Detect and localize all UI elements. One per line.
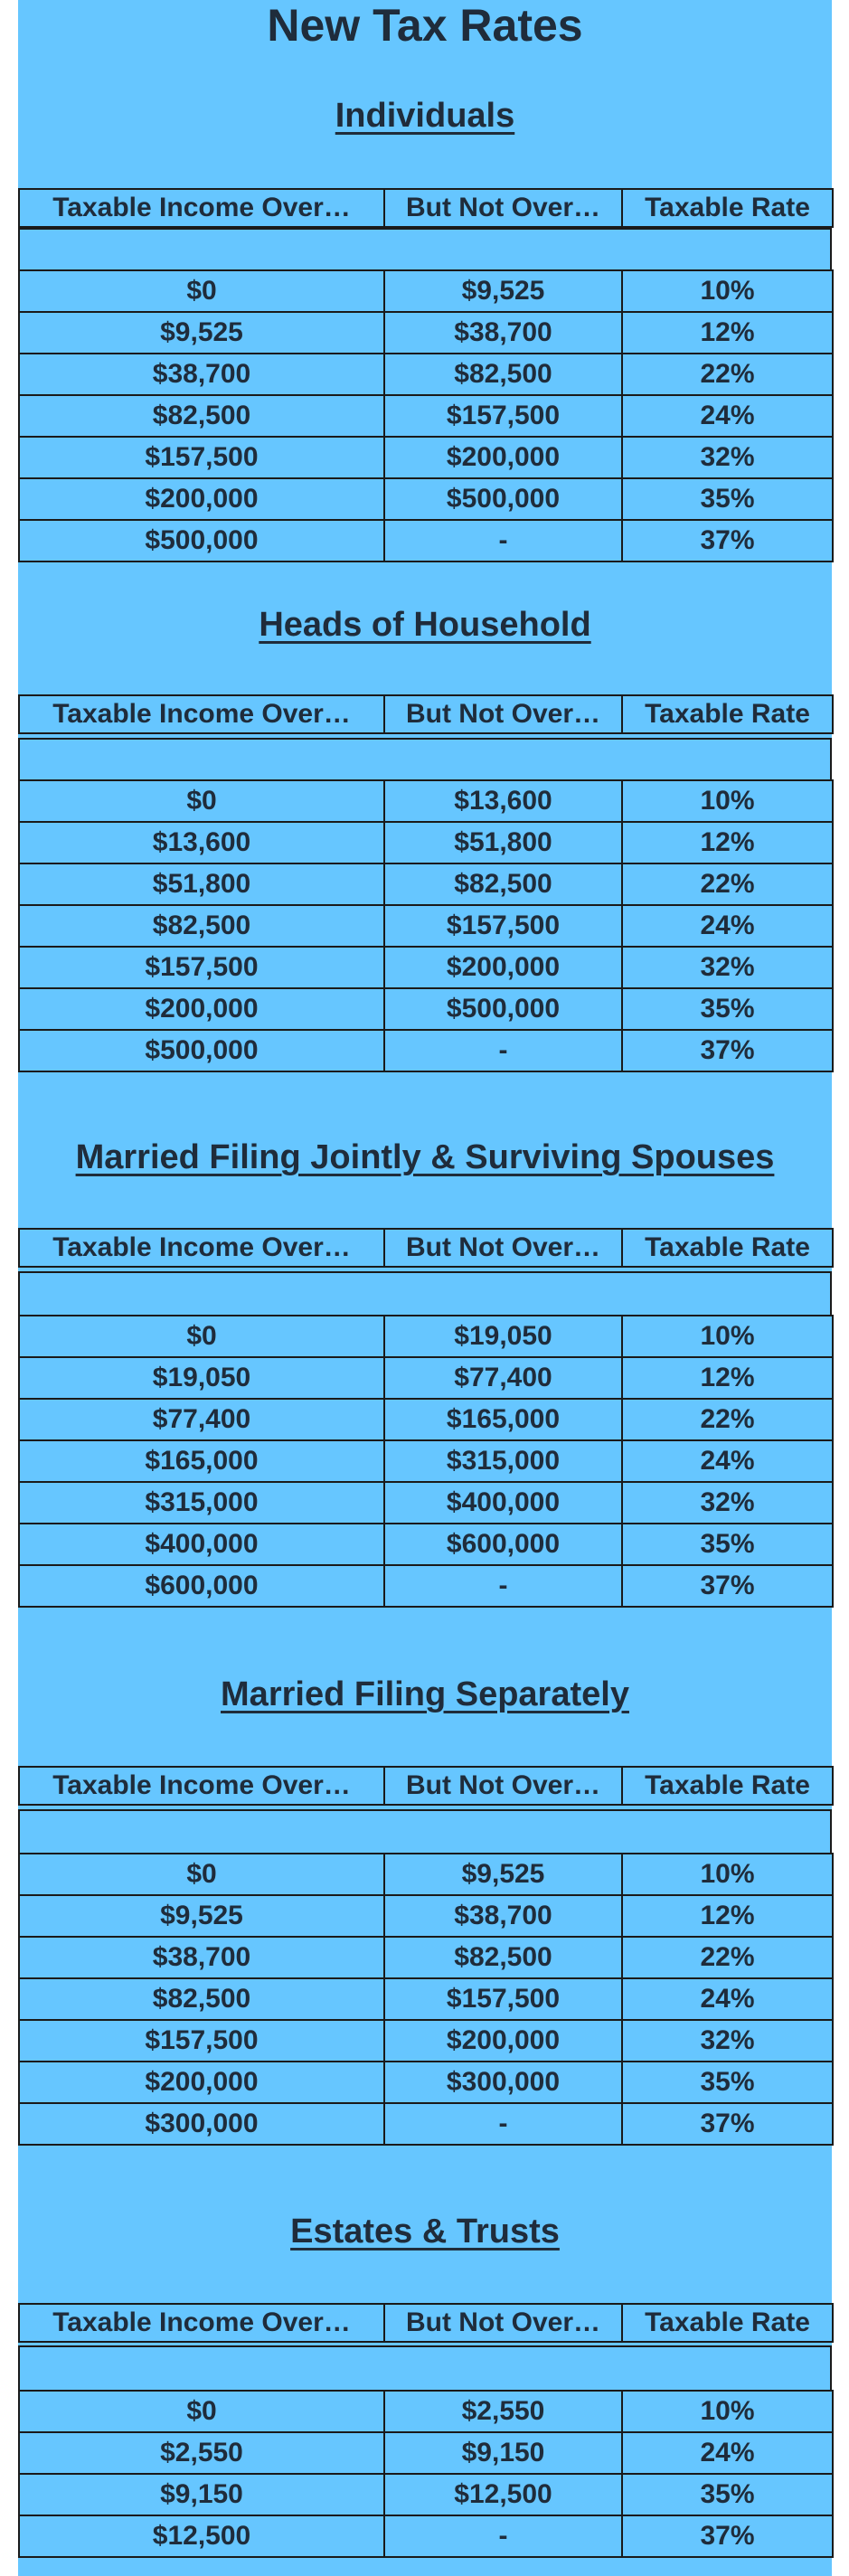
column-header: Taxable Rate	[622, 189, 833, 227]
rate-cell: 10%	[622, 1316, 833, 1357]
column-header: Taxable Rate	[622, 1229, 833, 1267]
column-header-table	[18, 694, 834, 734]
table-row	[19, 1482, 833, 1524]
income-over-cell: $165,000	[19, 1440, 384, 1482]
rate-cell: 35%	[622, 1524, 833, 1565]
income-over-cell: $0	[19, 1316, 384, 1357]
not-over-cell: -	[384, 1565, 622, 1607]
header-row	[19, 1229, 833, 1267]
rate-cell: 12%	[622, 1895, 833, 1937]
table-row	[19, 2103, 833, 2145]
table-row	[19, 988, 833, 1030]
not-over-cell: $157,500	[384, 905, 622, 947]
rate-cell: 12%	[622, 822, 833, 863]
income-over-cell: $300,000	[19, 2103, 384, 2145]
header-row	[19, 1767, 833, 1805]
section-heading: Individuals	[335, 97, 515, 135]
column-header-table	[18, 2303, 834, 2343]
not-over-cell: $82,500	[384, 1937, 622, 1978]
rate-cell: 35%	[622, 2062, 833, 2103]
not-over-cell: $9,150	[384, 2432, 622, 2474]
column-header: Taxable Income Over…	[19, 2304, 384, 2342]
rate-cell: 35%	[622, 478, 833, 520]
not-over-cell: $200,000	[384, 2020, 622, 2062]
table-row	[19, 1895, 833, 1937]
header-row	[19, 189, 833, 227]
income-over-cell: $400,000	[19, 1524, 384, 1565]
section-heading: Married Filing Jointly & Surviving Spouses	[75, 1138, 775, 1176]
table-row	[19, 1524, 833, 1565]
table-row	[19, 2432, 833, 2474]
table-row	[19, 863, 833, 905]
not-over-cell: $200,000	[384, 947, 622, 988]
column-header: Taxable Rate	[622, 695, 833, 733]
not-over-cell: $165,000	[384, 1399, 622, 1440]
not-over-cell: $19,050	[384, 1316, 622, 1357]
table-row	[19, 437, 833, 478]
not-over-cell: -	[384, 2515, 622, 2557]
table-row	[19, 270, 833, 312]
not-over-cell: $300,000	[384, 2062, 622, 2103]
header-spacer	[18, 1271, 832, 1316]
income-over-cell: $82,500	[19, 905, 384, 947]
not-over-cell: $77,400	[384, 1357, 622, 1399]
income-over-cell: $500,000	[19, 520, 384, 561]
income-over-cell: $157,500	[19, 947, 384, 988]
income-over-cell: $200,000	[19, 2062, 384, 2103]
rate-cell: 24%	[622, 1978, 833, 2020]
header-spacer	[18, 228, 832, 271]
column-header: Taxable Rate	[622, 1767, 833, 1805]
income-over-cell: $315,000	[19, 1482, 384, 1524]
income-over-cell: $200,000	[19, 478, 384, 520]
income-over-cell: $9,525	[19, 1895, 384, 1937]
rate-cell: 10%	[622, 780, 833, 822]
income-over-cell: $2,550	[19, 2432, 384, 2474]
rate-cell: 12%	[622, 1357, 833, 1399]
not-over-cell: $9,525	[384, 1854, 622, 1895]
table-row	[19, 2474, 833, 2515]
not-over-cell: $315,000	[384, 1440, 622, 1482]
table-row	[19, 1399, 833, 1440]
income-over-cell: $51,800	[19, 863, 384, 905]
not-over-cell: $500,000	[384, 988, 622, 1030]
rate-cell: 32%	[622, 437, 833, 478]
not-over-cell: -	[384, 1030, 622, 1071]
table-row	[19, 780, 833, 822]
income-over-cell: $82,500	[19, 1978, 384, 2020]
income-over-cell: $19,050	[19, 1357, 384, 1399]
not-over-cell: $9,525	[384, 270, 622, 312]
not-over-cell: $38,700	[384, 1895, 622, 1937]
rate-cell: 22%	[622, 1399, 833, 1440]
rate-cell: 24%	[622, 395, 833, 437]
income-over-cell: $38,700	[19, 354, 384, 395]
column-header: Taxable Income Over…	[19, 1767, 384, 1805]
column-header: But Not Over…	[384, 695, 622, 733]
table-row	[19, 947, 833, 988]
rate-cell: 10%	[622, 270, 833, 312]
rate-table	[18, 269, 834, 562]
income-over-cell: $0	[19, 780, 384, 822]
table-row	[19, 1937, 833, 1978]
income-over-cell: $9,150	[19, 2474, 384, 2515]
table-row	[19, 1978, 833, 2020]
rate-table	[18, 1853, 834, 2146]
rate-cell: 32%	[622, 1482, 833, 1524]
table-row	[19, 520, 833, 561]
income-over-cell: $12,500	[19, 2515, 384, 2557]
not-over-cell: -	[384, 520, 622, 561]
income-over-cell: $38,700	[19, 1937, 384, 1978]
header-row	[19, 695, 833, 733]
rate-table	[18, 779, 834, 1072]
column-header-table	[18, 188, 834, 228]
not-over-cell: $51,800	[384, 822, 622, 863]
column-header: But Not Over…	[384, 189, 622, 227]
table-row	[19, 905, 833, 947]
not-over-cell: $82,500	[384, 863, 622, 905]
income-over-cell: $77,400	[19, 1399, 384, 1440]
not-over-cell: $38,700	[384, 312, 622, 354]
rate-cell: 24%	[622, 1440, 833, 1482]
rate-cell: 10%	[622, 1854, 833, 1895]
not-over-cell: -	[384, 2103, 622, 2145]
column-header: Taxable Income Over…	[19, 695, 384, 733]
income-over-cell: $157,500	[19, 437, 384, 478]
tax-rates-panel	[18, 0, 832, 2576]
table-row	[19, 354, 833, 395]
section-heading: Married Filing Separately	[221, 1675, 629, 1713]
income-over-cell: $500,000	[19, 1030, 384, 1071]
rate-table	[18, 1315, 834, 1608]
column-header-table	[18, 1228, 834, 1268]
table-row	[19, 2062, 833, 2103]
table-row	[19, 822, 833, 863]
rate-cell: 22%	[622, 863, 833, 905]
table-row	[19, 2391, 833, 2432]
section-heading: Estates & Trusts	[290, 2213, 560, 2250]
income-over-cell: $600,000	[19, 1565, 384, 1607]
rate-cell: 22%	[622, 354, 833, 395]
rate-cell: 35%	[622, 988, 833, 1030]
not-over-cell: $600,000	[384, 1524, 622, 1565]
rate-cell: 35%	[622, 2474, 833, 2515]
not-over-cell: $13,600	[384, 780, 622, 822]
not-over-cell: $500,000	[384, 478, 622, 520]
not-over-cell: $2,550	[384, 2391, 622, 2432]
income-over-cell: $0	[19, 270, 384, 312]
page-title: New Tax Rates	[267, 0, 583, 51]
table-row	[19, 395, 833, 437]
table-row	[19, 1565, 833, 1607]
income-over-cell: $82,500	[19, 395, 384, 437]
column-header: Taxable Income Over…	[19, 189, 384, 227]
not-over-cell: $157,500	[384, 1978, 622, 2020]
not-over-cell: $400,000	[384, 1482, 622, 1524]
not-over-cell: $12,500	[384, 2474, 622, 2515]
table-row	[19, 2515, 833, 2557]
rate-cell: 37%	[622, 1030, 833, 1071]
header-spacer	[18, 1809, 832, 1854]
section-heading: Heads of Household	[259, 606, 591, 644]
rate-cell: 12%	[622, 312, 833, 354]
header-spacer	[18, 738, 832, 781]
column-header: But Not Over…	[384, 1767, 622, 1805]
income-over-cell: $200,000	[19, 988, 384, 1030]
rate-cell: 10%	[622, 2391, 833, 2432]
table-row	[19, 1030, 833, 1071]
rate-cell: 37%	[622, 1565, 833, 1607]
column-header: But Not Over…	[384, 1229, 622, 1267]
not-over-cell: $82,500	[384, 354, 622, 395]
column-header: Taxable Rate	[622, 2304, 833, 2342]
table-row	[19, 2020, 833, 2062]
rate-cell: 37%	[622, 2103, 833, 2145]
column-header-table	[18, 1766, 834, 1806]
income-over-cell: $0	[19, 2391, 384, 2432]
rate-cell: 24%	[622, 2432, 833, 2474]
table-row	[19, 1357, 833, 1399]
not-over-cell: $200,000	[384, 437, 622, 478]
income-over-cell: $9,525	[19, 312, 384, 354]
income-over-cell: $13,600	[19, 822, 384, 863]
table-row	[19, 478, 833, 520]
rate-table	[18, 2390, 834, 2558]
header-row	[19, 2304, 833, 2342]
income-over-cell: $0	[19, 1854, 384, 1895]
rate-cell: 37%	[622, 2515, 833, 2557]
column-header: But Not Over…	[384, 2304, 622, 2342]
not-over-cell: $157,500	[384, 395, 622, 437]
header-spacer	[18, 2345, 832, 2392]
table-row	[19, 1440, 833, 1482]
rate-cell: 22%	[622, 1937, 833, 1978]
table-row	[19, 1316, 833, 1357]
column-header: Taxable Income Over…	[19, 1229, 384, 1267]
rate-cell: 24%	[622, 905, 833, 947]
rate-cell: 32%	[622, 947, 833, 988]
table-row	[19, 1854, 833, 1895]
table-row	[19, 312, 833, 354]
rate-cell: 37%	[622, 520, 833, 561]
rate-cell: 32%	[622, 2020, 833, 2062]
income-over-cell: $157,500	[19, 2020, 384, 2062]
